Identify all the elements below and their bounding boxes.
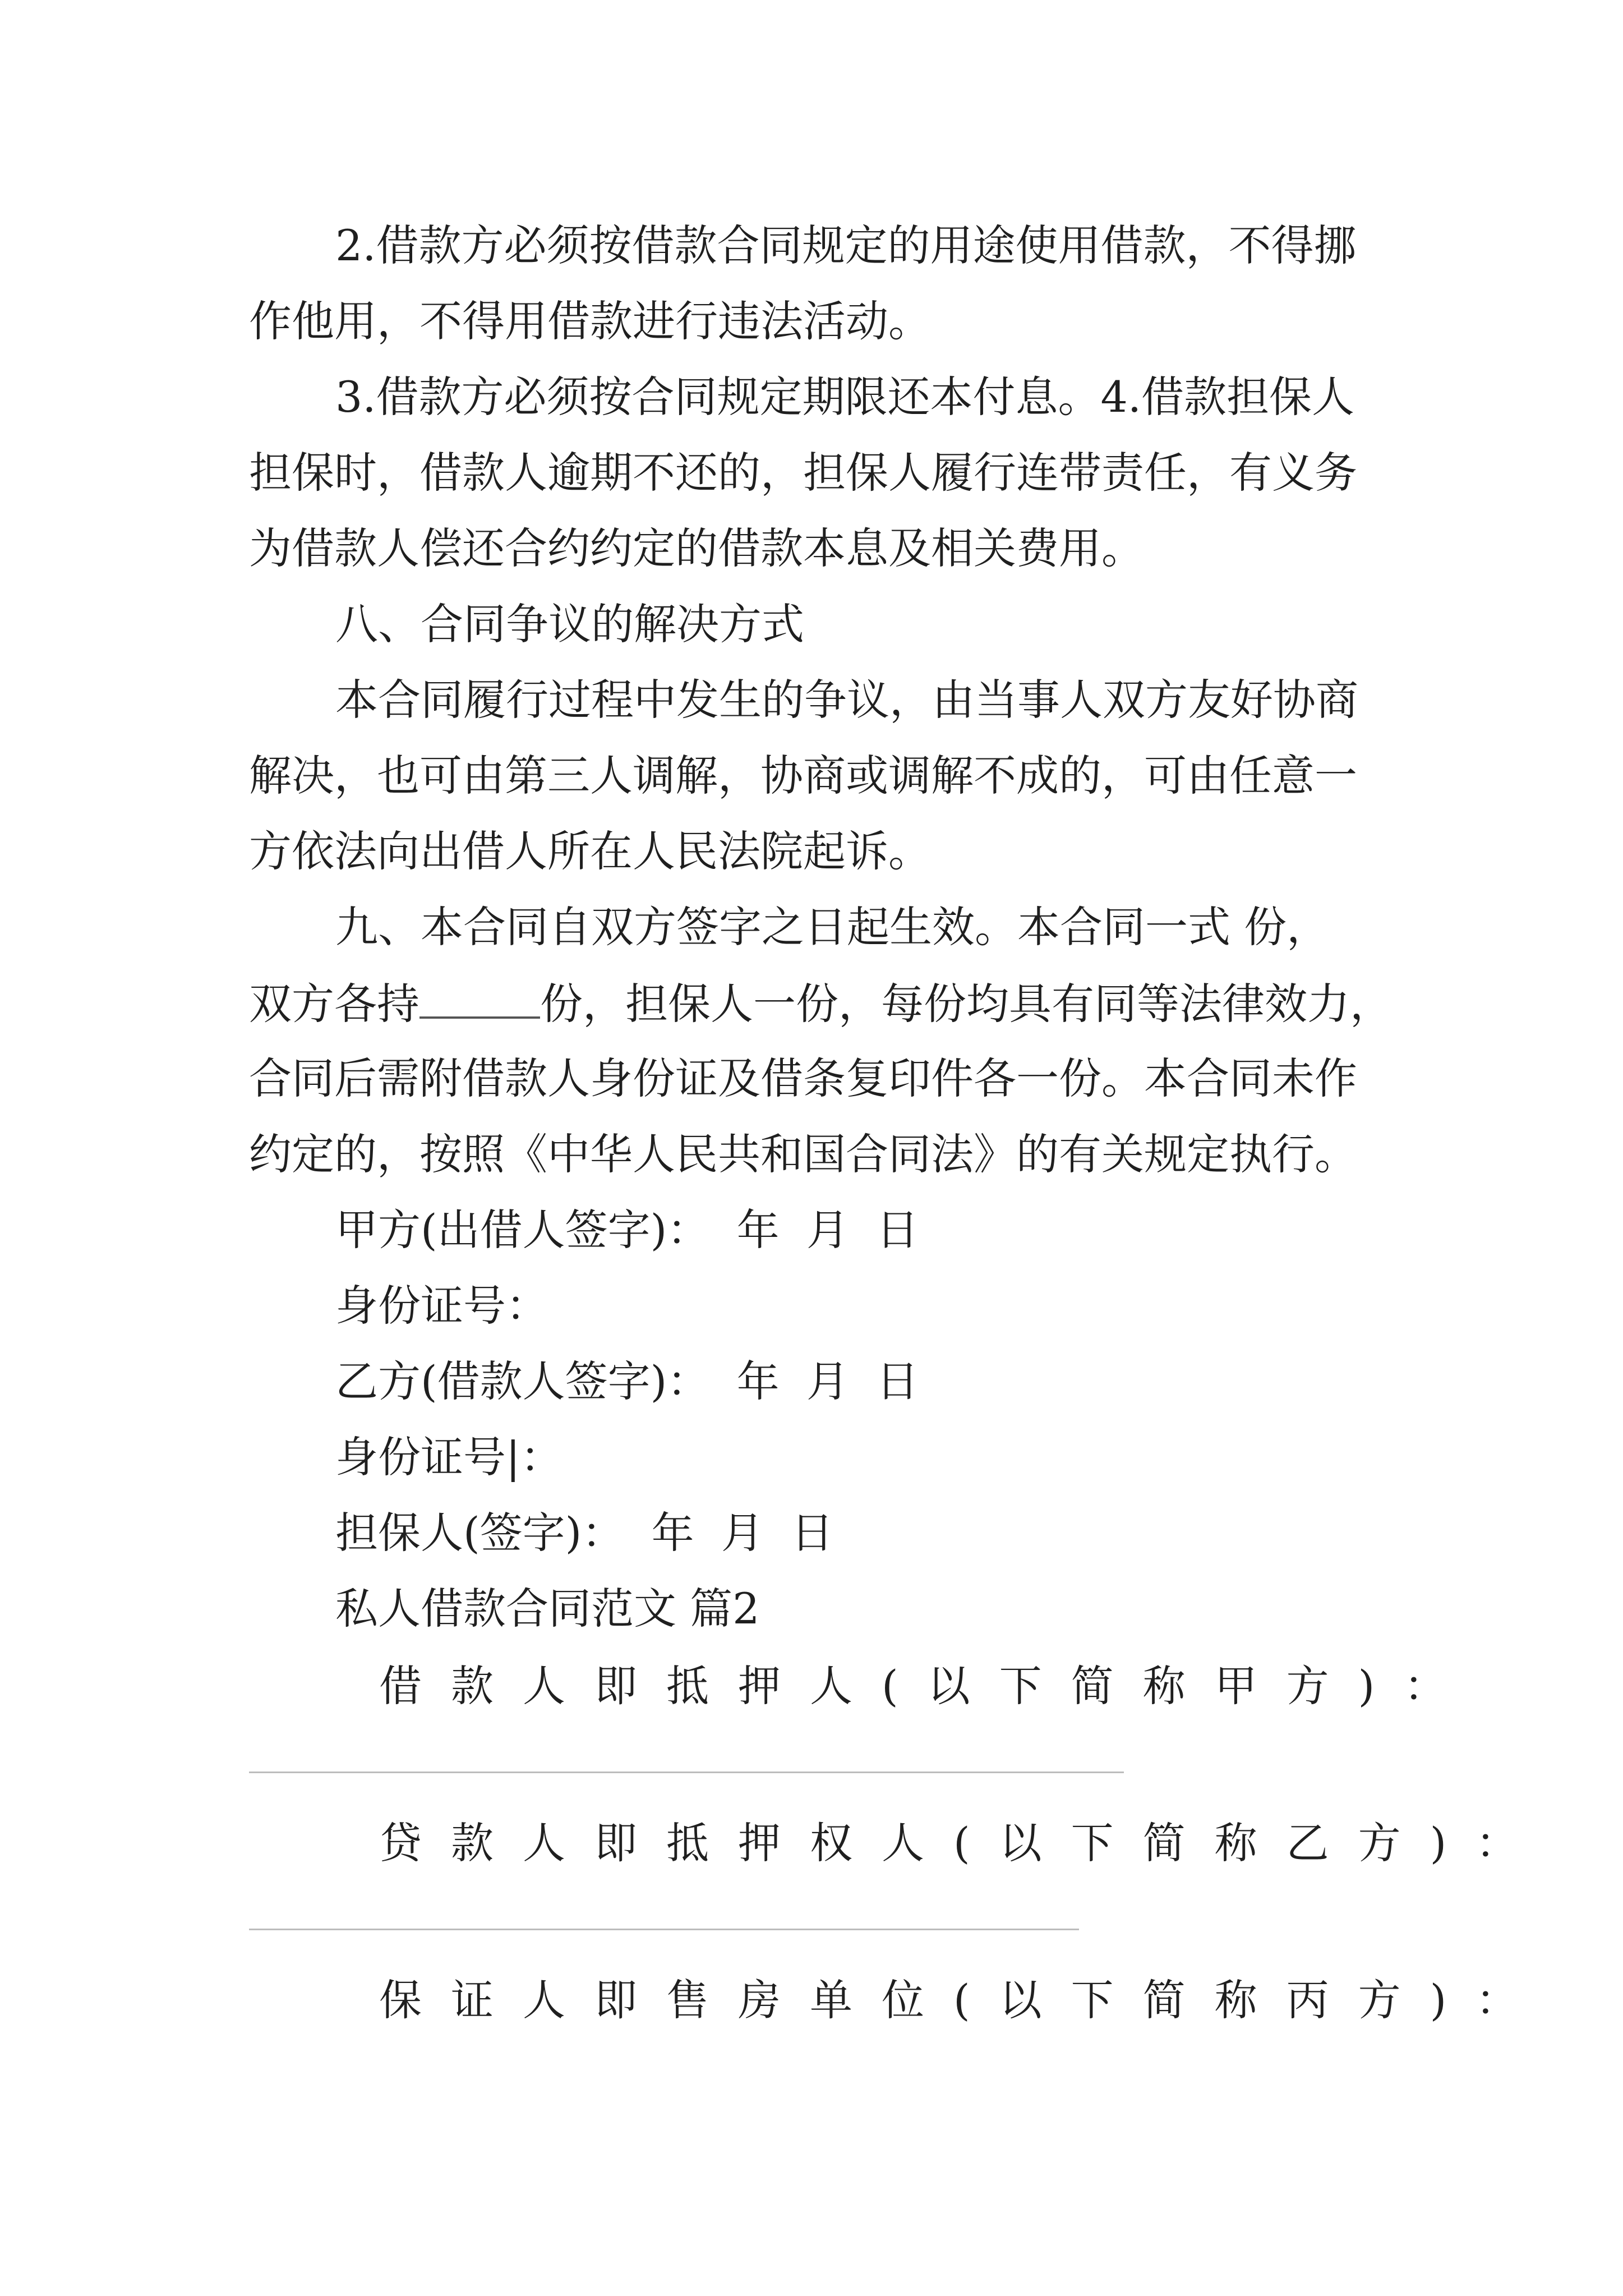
paragraph-line: 本合同履行过程中发生的争议，由当事人双方友好协商 <box>335 675 1358 725</box>
guarantor-seller-line: 保证人即售房单位(以下简称丙方)： <box>379 1975 1548 2025</box>
section-heading: 九、本合同自双方签字之日起生效。本合同一式 份， <box>335 902 1330 952</box>
fill-in-blank <box>419 982 540 1019</box>
paragraph-line: 为借款人偿还合约约定的借款本息及相关费用。 <box>249 523 1144 573</box>
line-suffix: 份，担保人一份，每份均具有同等法律效力， <box>540 979 1393 1029</box>
section-title: 私人借款合同范文 篇2 <box>335 1584 760 1634</box>
section-heading: 八、合同争议的解决方式 <box>335 599 804 649</box>
fill-in-rule <box>249 1929 1079 1930</box>
paragraph-line: 合同后需附借款人身份证及借条复印件各一份。本合同未作 <box>249 1053 1357 1103</box>
party-a-signature: 甲方(出借人签字)： 年 月 日 <box>335 1205 919 1255</box>
paragraph-line: 3.借款方必须按合同规定期限还本付息。4.借款担保人 <box>335 372 1355 422</box>
lender-mortgagee-line: 贷款人即抵押权人(以下简称乙方)： <box>379 1818 1548 1868</box>
paragraph-line: 作他用，不得用借款进行违法活动。 <box>249 296 931 346</box>
paragraph-line: 方依法向出借人所在人民法院起诉。 <box>249 826 931 876</box>
paragraph-line: 约定的，按照《中华人民共和国合同法》的有关规定执行。 <box>249 1129 1357 1179</box>
paragraph-line: 2.借款方必须按借款合同规定的用途使用借款，不得挪 <box>335 220 1357 270</box>
paragraph-line: 担保时，借款人逾期不还的，担保人履行连带责任，有义务 <box>249 448 1357 498</box>
paragraph-line <box>249 979 1393 1029</box>
party-a-id: 身份证号： <box>335 1281 548 1331</box>
line-prefix: 双方各持 <box>249 979 419 1029</box>
party-b-signature: 乙方(借款人签字)： 年 月 日 <box>335 1356 919 1406</box>
borrower-mortgagor-line: 借款人即抵押人(以下简称甲方)： <box>379 1661 1476 1711</box>
paragraph-line: 解决，也可由第三人调解，协商或调解不成的，可由任意一 <box>249 751 1357 800</box>
guarantor-signature: 担保人(签字)： 年 月 日 <box>335 1508 834 1558</box>
fill-in-rule <box>249 1772 1124 1773</box>
party-b-id: 身份证号|： <box>335 1432 563 1482</box>
